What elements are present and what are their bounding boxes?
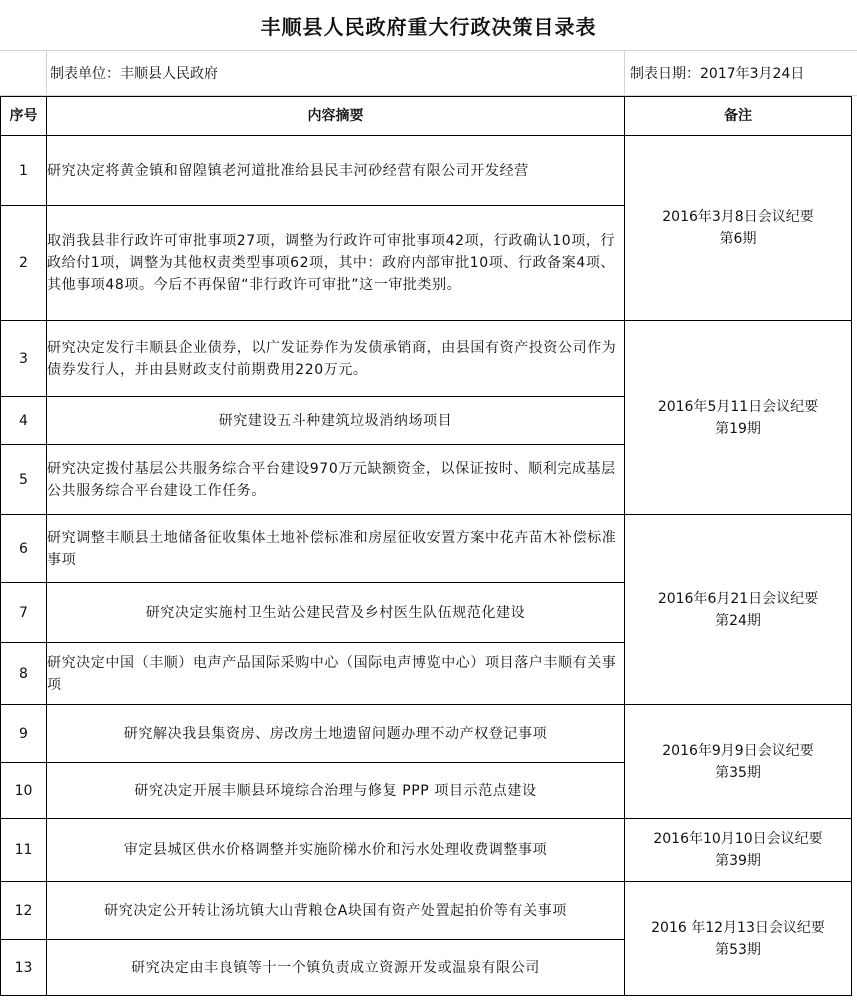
row-note [625,136,852,321]
row-number: 7 [1,583,47,643]
row-content: 研究决定中国（丰顺）电声产品国际采购中心（国际电声博览中心）项目落户丰顺有关事项 [47,643,625,705]
table-row [1,321,852,397]
decision-table [0,96,852,996]
row-number: 4 [1,397,47,445]
row-number: 1 [1,136,47,206]
page-title: 丰顺县人民政府重大行政决策目录表 [260,14,597,39]
row-content: 研究决定由丰良镇等十一个镇负责成立资源开发或温泉有限公司 [47,940,625,996]
row-content: 研究决定公开转让汤坑镇大山背粮仓A块国有资产处置起拍价等有关事项 [47,882,625,940]
note-issue: 第19期 [715,420,761,437]
table-row [1,515,852,583]
row-content: 审定县城区供水价格调整并实施阶梯水价和污水处理收费调整事项 [47,819,625,882]
row-note [625,882,852,996]
table-date: 制表日期：2017年3月24日 [630,66,805,82]
table-row [1,136,852,206]
row-number: 13 [1,940,47,996]
note-date: 2016年5月11日会议纪要 [657,398,819,415]
row-number: 3 [1,321,47,397]
table-row [1,705,852,763]
note-issue: 第24期 [715,612,761,629]
row-content: 研究决定发行丰顺县企业债券，以广发证券作为发债承销商，由县国有资产投资公司作为债券发行人，并由县财政支付前期费用220万元。 [47,321,625,397]
note-date: 2016年6月21日会议纪要 [657,590,819,607]
row-content: 研究调整丰顺县土地储备征收集体土地补偿标准和房屋征收安置方案中花卉苗木补偿标准事项 [47,515,625,583]
note-date: 2016 年12月13日会议纪要 [651,919,825,936]
row-note [625,819,852,882]
row-number: 11 [1,819,47,882]
row-content: 研究决定将黄金镇和留隍镇老河道批准给县民丰河砂经营有限公司开发经营 [47,136,625,206]
note-date: 2016年3月8日会议纪要 [662,209,814,225]
row-number: 9 [1,705,47,763]
table-row [1,819,852,882]
row-number: 2 [1,206,47,321]
row-content: 研究决定拨付基层公共服务综合平台建设970万元缺额资金，以保证按时、顺利完成基层公共服务综合平台建设工作任务。 [47,445,625,515]
row-content: 研究决定开展丰顺县环境综合治理与修复 PPP 项目示范点建设 [47,763,625,819]
row-content: 研究建设五斗种建筑垃圾消纳场项目 [47,397,625,445]
table-header-row [1,97,852,136]
table-row [1,882,852,940]
table-unit: 制表单位：丰顺县人民政府 [50,66,218,82]
note-date: 2016年9月9日会议纪要 [662,742,814,759]
row-number: 12 [1,882,47,940]
note-issue: 第53期 [715,941,761,958]
note-issue: 第39期 [715,853,761,869]
header-content: 内容摘要 [47,97,625,136]
row-content: 研究决定实施村卫生站公建民营及乡村医生队伍规范化建设 [47,583,625,643]
header-note: 备注 [625,97,852,136]
row-number: 8 [1,643,47,705]
gridline [46,50,47,96]
note-date: 2016年10月10日会议纪要 [653,831,823,847]
row-content: 取消我县非行政许可审批事项27项，调整为行政许可审批事项42项，行政确认10项，行政给付1项，调整为其他权责类型事项62项，其中：政府内部审批10项、行政备案4项、其他事项48项。今后不再保留“非行政许可审批”这一审批类别。 [47,206,625,321]
note-issue: 第6期 [719,231,757,247]
row-number: 10 [1,763,47,819]
header-num: 序号 [1,97,47,136]
gridline [624,50,625,96]
row-note [625,321,852,515]
note-issue: 第35期 [715,764,761,781]
row-number: 6 [1,515,47,583]
row-content: 研究解决我县集资房、房改房土地遗留问题办理不动产权登记事项 [47,705,625,763]
row-note [625,705,852,819]
row-number: 5 [1,445,47,515]
row-note [625,515,852,705]
